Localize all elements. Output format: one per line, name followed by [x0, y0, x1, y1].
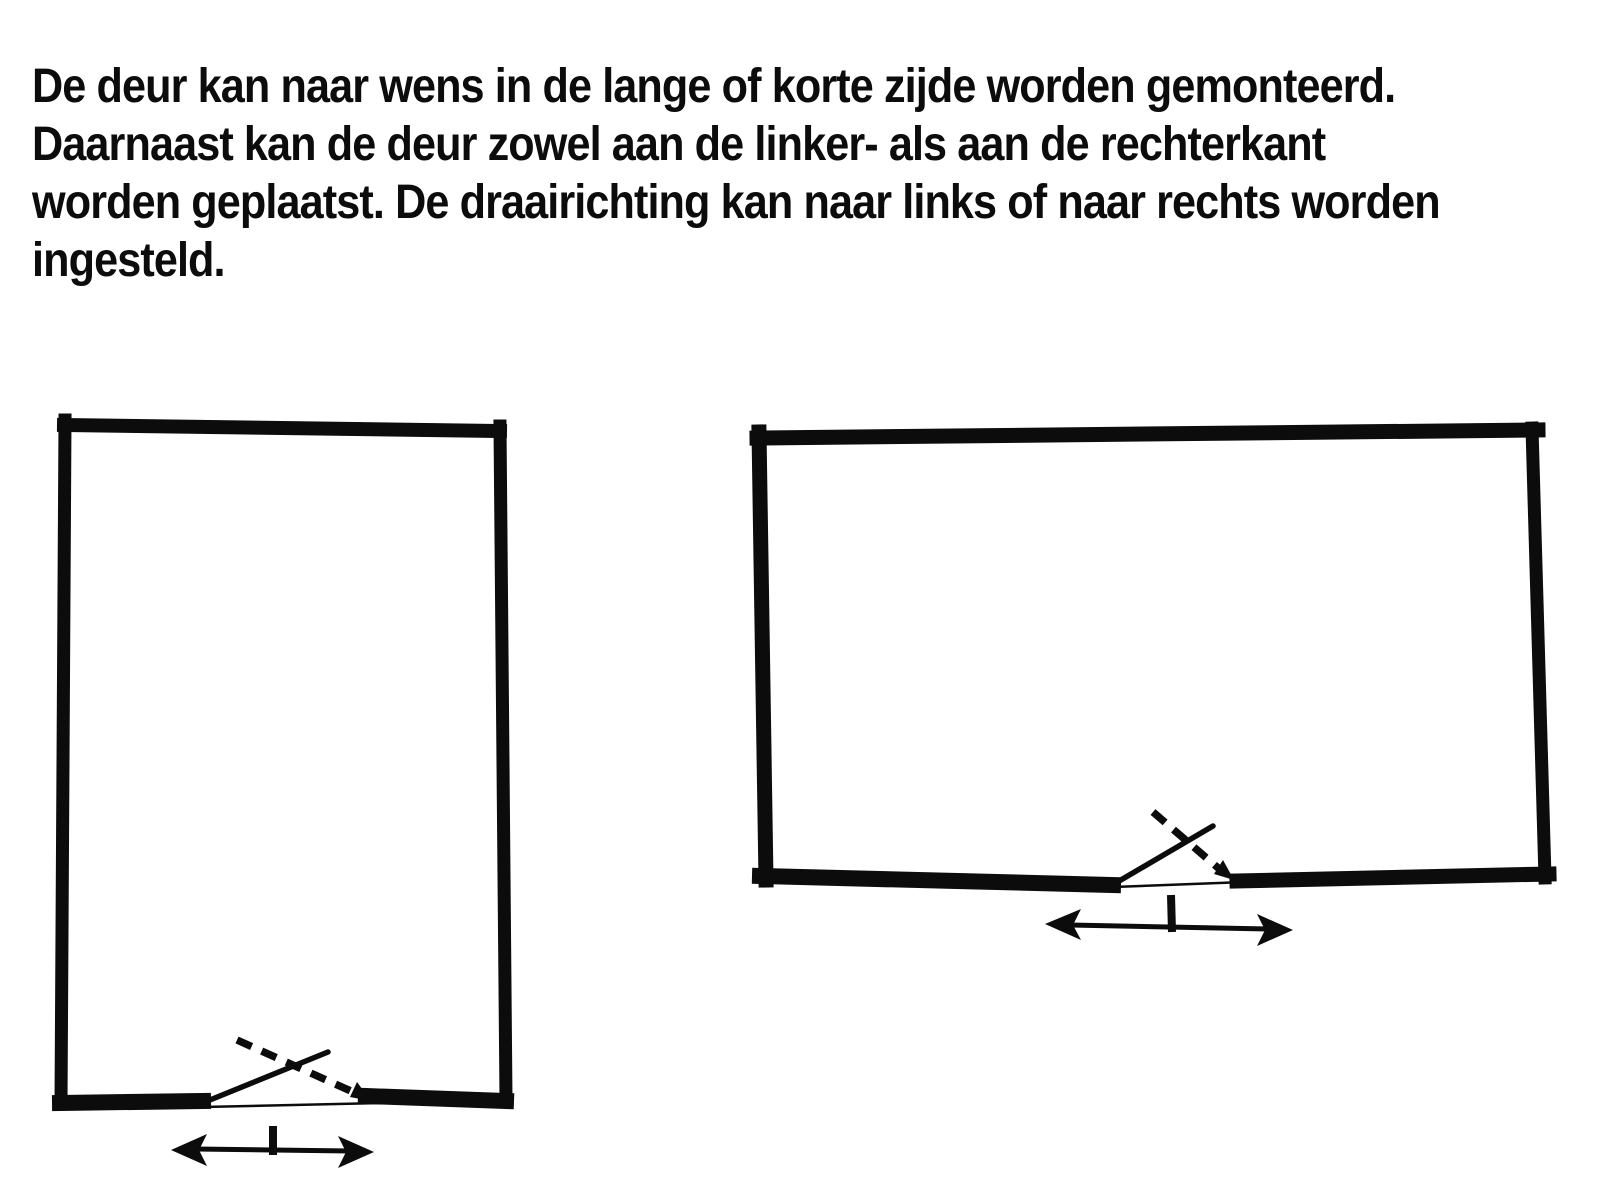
- door-leaf-solid-line: [205, 1052, 328, 1102]
- wall-top: [757, 430, 1538, 438]
- wall-right: [500, 426, 506, 1100]
- instruction-line-4: ingesteld.: [32, 234, 225, 287]
- door-width-arrow: [1045, 895, 1293, 946]
- instruction-line-2: Daarnaast kan de deur zowel aan de linker- als aan de rechterkant: [32, 118, 1326, 171]
- wall-bottom-left-of-door: [60, 1101, 203, 1103]
- door-width-arrow: [171, 1126, 374, 1168]
- door-leaf-dashed-line: [237, 1040, 362, 1096]
- arrow-center-tick: [1171, 895, 1172, 932]
- floor-plan-short-side: [60, 420, 506, 1168]
- wall-left: [759, 432, 766, 880]
- door-threshold-line: [1113, 882, 1245, 887]
- instruction-line-1: De deur kan naar wens in de lange of korte zijde worden gemonteerd.: [32, 60, 1396, 113]
- instruction-line-3: worden geplaatst. De draairichting kan naar links of naar rechts worden: [32, 176, 1440, 229]
- door-threshold-line: [203, 1103, 383, 1107]
- wall-right: [1532, 428, 1545, 878]
- floor-plan-long-side: [757, 428, 1549, 946]
- wall-left: [61, 420, 65, 1103]
- wall-bottom-right-of-door: [1237, 874, 1549, 881]
- wall-bottom-left-of-door: [760, 876, 1113, 885]
- wall-top: [64, 425, 500, 431]
- wall-bottom-right-of-door: [366, 1096, 506, 1101]
